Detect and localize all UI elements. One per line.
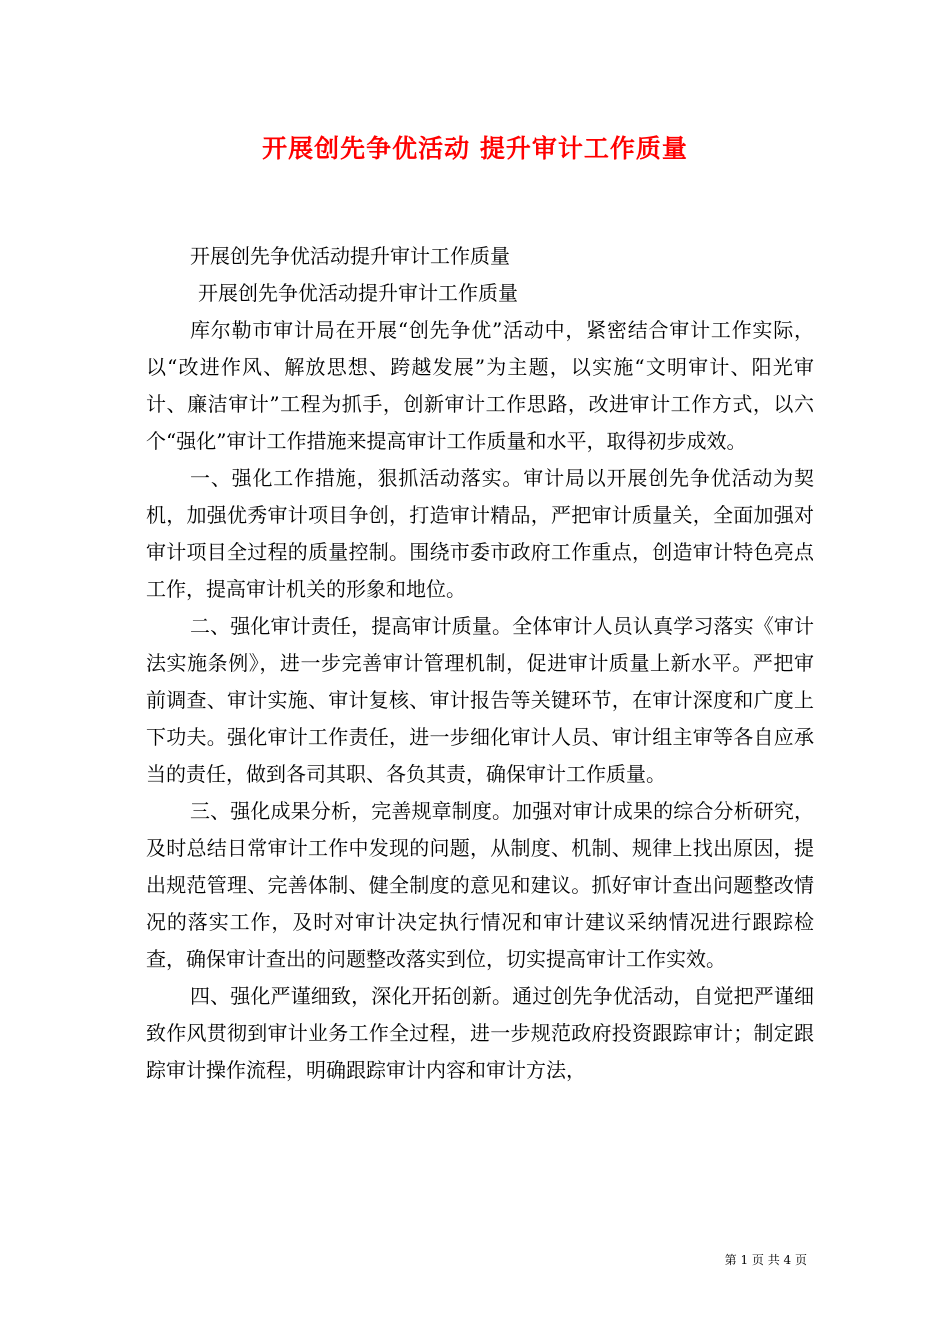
- paragraph-section-1: 一、强化工作措施，狠抓活动落实。审计局以开展创先争优活动为契机，加强优秀审计项目争创，打造审计精品，严把审计质量关，全面加强对审计项目全过程的质量控制。围绕市委市政府工作重点，创造审计特色亮点工作，提高审计机关的形象和地位。: [146, 466, 814, 601]
- page-number-footer: 第 1 页 共 4 页: [724, 1253, 807, 1267]
- paragraph-section-3: 三、强化成果分析，完善规章制度。加强对审计成果的综合分析研究，及时总结日常审计工作中发现的问题，从制度、机制、规律上找出原因，提出规范管理、完善体制、健全制度的意见和建议。抓好审计查出问题整改情况的落实工作，及时对审计决定执行情况和审计建议采纳情况进行跟踪检查，确保审计查出的问题整改落实到位，切实提高审计工作实效。: [146, 799, 814, 971]
- paragraph-section-2: 二、强化审计责任，提高审计质量。全体审计人员认真学习落实《审计法实施条例》，进一步完善审计管理机制，促进审计质量上新水平。严把审前调查、审计实施、审计复核、审计报告等关键环节，在审计深度和广度上下功夫。强化审计工作责任，进一步细化审计人员、审计组主审等各自应承当的责任，做到各司其职、各负其责，确保审计工作质量。: [146, 614, 814, 786]
- document-title: 开展创先争优活动 提升审计工作质量: [262, 134, 688, 163]
- paragraph-section-4: 四、强化严谨细致，深化开拓创新。通过创先争优活动，自觉把严谨细致作风贯彻到审计业务工作全过程，进一步规范政府投资跟踪审计；制定跟踪审计操作流程，明确跟踪审计内容和审计方法，: [146, 984, 814, 1082]
- subtitle-line-2: 开展创先争优活动提升审计工作质量: [198, 281, 518, 305]
- document-body: [146, 238, 814, 1089]
- subtitle-line-1: 开展创先争优活动提升审计工作质量: [190, 244, 510, 268]
- paragraph-intro: 库尔勒市审计局在开展“创先争优”活动中，紧密结合审计工作实际，以“改进作风、解放思想、跨越发展”为主题，以实施“文明审计、阳光审计、廉洁审计”工程为抓手，创新审计工作思路，改进审计工作方式，以六个“强化”审计工作措施来提高审计工作质量和水平，取得初步成效。: [146, 318, 814, 453]
